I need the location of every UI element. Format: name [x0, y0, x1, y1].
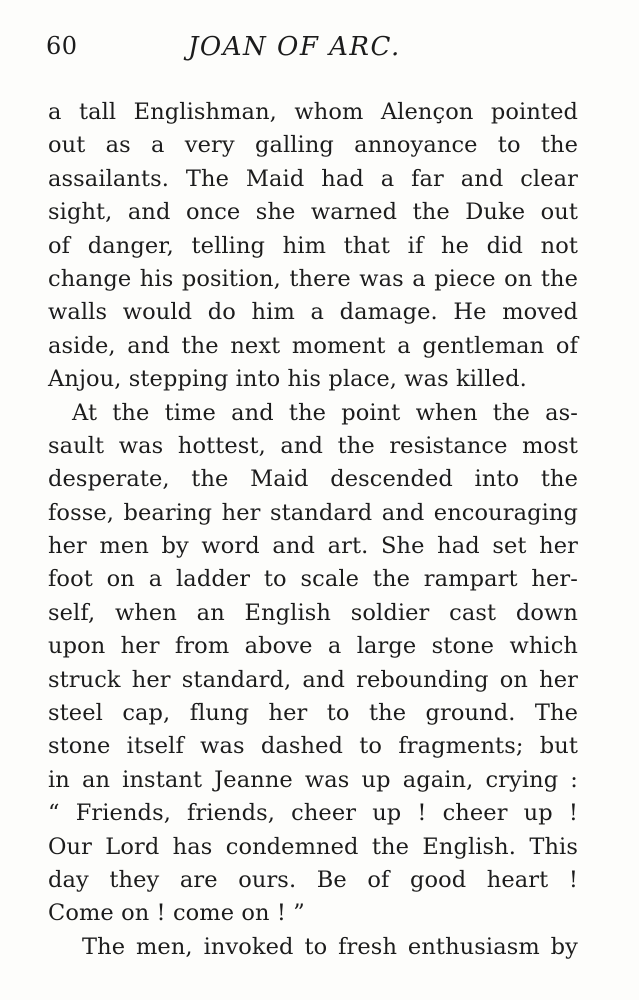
text-line: sight, and once she warned the Duke out: [48, 199, 578, 226]
text-line: “ Friends, friends, cheer up ! cheer up !: [48, 800, 578, 827]
text-line: foot on a ladder to scale the rampart her-: [48, 566, 578, 593]
text-line: self, when an English soldier cast down: [48, 599, 578, 626]
text-line: At the time and the point when the as-: [72, 399, 578, 426]
text-line: a tall Englishman, whom Alençon pointed: [48, 99, 578, 125]
text-line: of danger, telling him that if he did not: [48, 232, 578, 259]
text-line: Come on ! come on ! ”: [48, 900, 305, 927]
text-line: Our Lord has condemned the English. This: [48, 833, 578, 860]
text-line: The men, invoked to fresh enthusiasm by: [82, 933, 578, 960]
page-number: 60: [46, 32, 78, 60]
body-text: [48, 96, 578, 964]
text-line: sault was hottest, and the resistance most: [48, 432, 578, 459]
text-line: upon her from above a large stone which: [48, 633, 578, 660]
text-line: in an instant Jeanne was up again, crying :: [48, 766, 578, 793]
text-line: stone itself was dashed to fragments; but: [48, 733, 578, 760]
text-line: aside, and the next moment a gentleman of: [48, 332, 578, 359]
text-line: steel cap, flung her to the ground. The: [48, 700, 578, 727]
text-line: fosse, bearing her standard and encouraging: [48, 499, 578, 526]
text-line: desperate, the Maid descended into the: [48, 466, 578, 493]
running-head: [46, 32, 586, 72]
text-line: Anjou, stepping into his place, was killed.: [48, 366, 527, 393]
text-line: walls would do him a damage. He moved: [48, 299, 578, 326]
text-line: out as a very galling annoyance to the: [48, 132, 578, 159]
text-line: change his position, there was a piece on the: [48, 265, 578, 292]
text-line: struck her standard, and rebounding on her: [48, 666, 578, 693]
text-line: day they are ours. Be of good heart !: [48, 866, 578, 893]
running-title: JOAN OF ARC.: [188, 32, 401, 62]
text-line: her men by word and art. She had set her: [48, 533, 578, 560]
text-line: assailants. The Maid had a far and clear: [48, 165, 578, 192]
